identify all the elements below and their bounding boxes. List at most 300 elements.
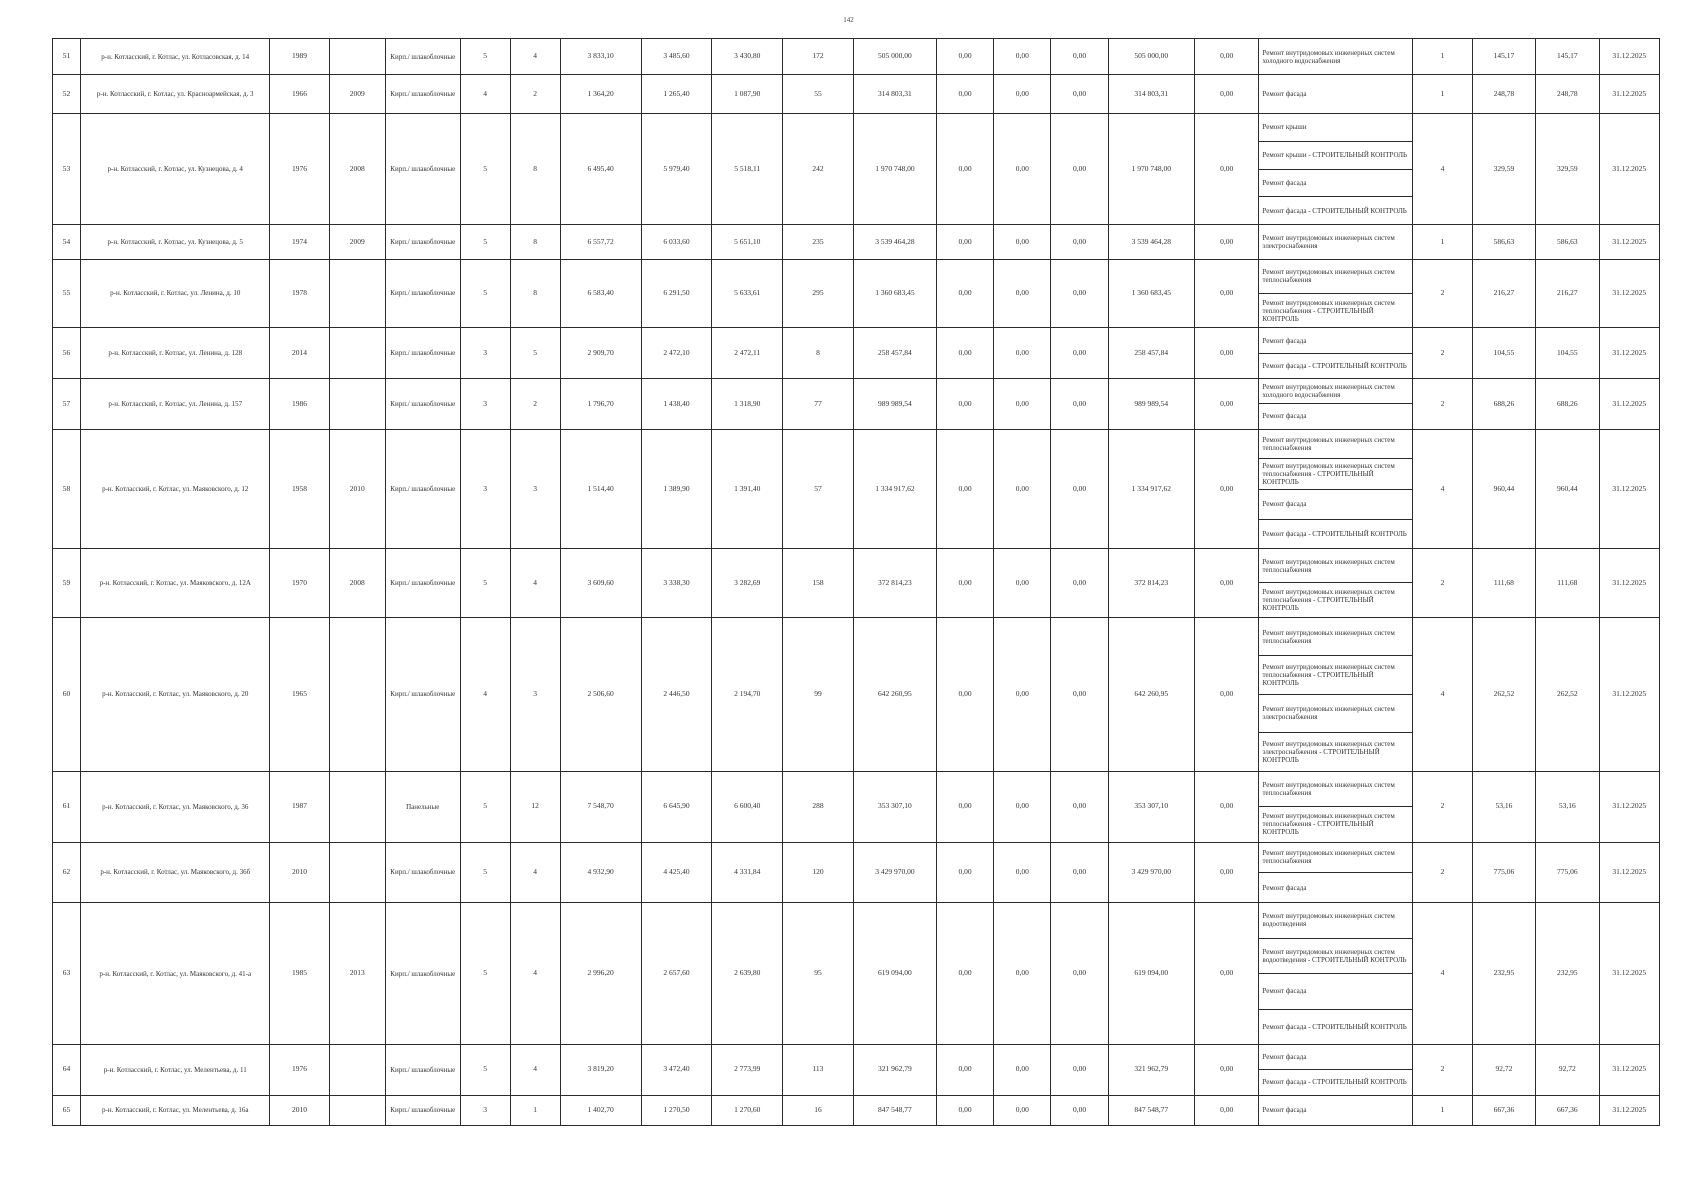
max-cost-per-m2-cell: 262,52 [1536, 617, 1599, 771]
cost-per-m2-cell: 688,26 [1472, 379, 1535, 430]
wall-material-cell: Кирп./ шлакоблочные [385, 1044, 460, 1095]
fund-other-cell: 0,00 [1194, 379, 1258, 430]
build-year-cell: 1978 [270, 259, 329, 328]
row-number-cell: 52 [53, 75, 81, 113]
floors-count-cell: 3 [460, 379, 510, 430]
area-residential-cell: 6 600,40 [712, 771, 783, 842]
fund-regional-cell: 0,00 [994, 549, 1051, 618]
entrances-count-cell: 4 [510, 39, 560, 75]
total-cost-cell: 989 989,54 [853, 379, 936, 430]
max-cost-per-m2-cell: 586,63 [1536, 225, 1599, 259]
works-count-cell: 4 [1413, 903, 1472, 1045]
wall-material-cell: Кирп./ шлакоблочные [385, 113, 460, 224]
table-row [53, 429, 1660, 548]
residents-count-cell: 55 [783, 75, 854, 113]
works-list-cell [1259, 75, 1413, 113]
work-item: Ремонт фасада - СТРОИТЕЛЬНЫЙ КОНТРОЛЬ [1262, 1022, 1407, 1031]
wall-material-cell: Кирп./ шлакоблочные [385, 842, 460, 903]
max-cost-per-m2-cell: 960,44 [1536, 429, 1599, 548]
address-cell: р-н. Котласский, г. Котлас, ул. Маяковского, д. 12А [81, 549, 270, 618]
total-area-cell: 1 796,70 [560, 379, 641, 430]
row-number-cell: 53 [53, 113, 81, 224]
works-list [1259, 225, 1412, 258]
works-count-cell: 4 [1413, 429, 1472, 548]
work-item: Ремонт фасада [1259, 1045, 1412, 1070]
wall-material-cell: Кирп./ шлакоблочные [385, 75, 460, 113]
area-residential-cell: 1 318,90 [712, 379, 783, 430]
entrances-count-cell: 1 [510, 1095, 560, 1125]
works-list-cell [1259, 379, 1413, 430]
address-cell: р-н. Котласский, г. Котлас, ул. Ленина, д. 10 [81, 259, 270, 328]
fund-regional-cell: 0,00 [994, 328, 1051, 379]
works-count-cell: 2 [1413, 379, 1472, 430]
table-body [53, 39, 1660, 1126]
total-cost-cell: 1 334 917,62 [853, 429, 936, 548]
cost-per-m2-cell: 262,52 [1472, 617, 1535, 771]
works-list [1259, 618, 1412, 771]
works-list-cell [1259, 328, 1413, 379]
residents-count-cell: 57 [783, 429, 854, 548]
works-list [1259, 328, 1412, 378]
overhaul-year-cell [329, 39, 385, 75]
row-number-cell: 58 [53, 429, 81, 548]
fund-owners-cell: 314 803,31 [1108, 75, 1194, 113]
work-item: Ремонт фасада [1262, 883, 1307, 892]
fund-other-cell: 0,00 [1194, 903, 1258, 1045]
build-year-cell: 1989 [270, 39, 329, 75]
total-cost-cell: 372 814,23 [853, 549, 936, 618]
work-item: Ремонт фасада - СТРОИТЕЛЬНЫЙ КОНТРОЛЬ [1262, 361, 1407, 370]
table-row [53, 1095, 1660, 1125]
completion-date-cell: 31.12.2025 [1599, 549, 1659, 618]
works-list-cell [1259, 429, 1413, 548]
work-item: Ремонт внутридомовых инженерных систем водоотведения [1259, 903, 1412, 938]
area-residential-cell: 5 633,61 [712, 259, 783, 328]
work-item: Ремонт внутридомовых инженерных систем электроснабжения [1259, 695, 1412, 733]
fund-owners-cell: 258 457,84 [1108, 328, 1194, 379]
residents-count-cell: 77 [783, 379, 854, 430]
total-cost-cell: 3 429 970,00 [853, 842, 936, 903]
total-area-cell: 7 548,70 [560, 771, 641, 842]
fund-regional-cell: 0,00 [994, 903, 1051, 1045]
total-area-cell: 2 996,20 [560, 903, 641, 1045]
row-number-cell: 60 [53, 617, 81, 771]
works-count-cell: 4 [1413, 113, 1472, 224]
overhaul-year-cell [329, 1044, 385, 1095]
area-premises-cell: 3 338,30 [641, 549, 712, 618]
works-list [1259, 260, 1412, 328]
floors-count-cell: 5 [460, 1044, 510, 1095]
overhaul-year-cell: 2013 [329, 903, 385, 1045]
build-year-cell: 1976 [270, 113, 329, 224]
fund-other-cell: 0,00 [1194, 75, 1258, 113]
repair-register-table [52, 38, 1660, 1126]
completion-date-cell: 31.12.2025 [1599, 1095, 1659, 1125]
fund-municipal-cell: 0,00 [1051, 259, 1108, 328]
total-cost-cell: 3 539 464,28 [853, 225, 936, 259]
address-cell: р-н. Котласский, г. Котлас, ул. Ленина, д. 157 [81, 379, 270, 430]
works-list [1259, 549, 1412, 617]
table-row [53, 771, 1660, 842]
works-list-cell [1259, 39, 1413, 75]
entrances-count-cell: 3 [510, 429, 560, 548]
area-residential-cell: 3 430,80 [712, 39, 783, 75]
works-count-cell: 2 [1413, 549, 1472, 618]
total-cost-cell: 1 970 748,00 [853, 113, 936, 224]
fund-federal-cell: 0,00 [937, 39, 994, 75]
fund-municipal-cell: 0,00 [1051, 379, 1108, 430]
total-cost-cell: 258 457,84 [853, 328, 936, 379]
works-list-cell [1259, 113, 1413, 224]
work-item: Ремонт крыши - СТРОИТЕЛЬНЫЙ КОНТРОЛЬ [1259, 142, 1412, 170]
completion-date-cell: 31.12.2025 [1599, 842, 1659, 903]
floors-count-cell: 3 [460, 328, 510, 379]
floors-count-cell: 3 [460, 1095, 510, 1125]
fund-federal-cell: 0,00 [937, 842, 994, 903]
entrances-count-cell: 3 [510, 617, 560, 771]
area-premises-cell: 3 485,60 [641, 39, 712, 75]
fund-federal-cell: 0,00 [937, 328, 994, 379]
overhaul-year-cell: 2009 [329, 225, 385, 259]
wall-material-cell: Кирп./ шлакоблочные [385, 903, 460, 1045]
area-residential-cell: 2 472,11 [712, 328, 783, 379]
fund-owners-cell: 1 970 748,00 [1108, 113, 1194, 224]
fund-municipal-cell: 0,00 [1051, 75, 1108, 113]
table-row [53, 379, 1660, 430]
build-year-cell: 2014 [270, 328, 329, 379]
row-number-cell: 57 [53, 379, 81, 430]
work-item: Ремонт внутридомовых инженерных систем теплоснабжения [1259, 260, 1412, 294]
row-number-cell: 65 [53, 1095, 81, 1125]
completion-date-cell: 31.12.2025 [1599, 429, 1659, 548]
works-list [1259, 843, 1412, 903]
works-list-cell [1259, 259, 1413, 328]
max-cost-per-m2-cell: 688,26 [1536, 379, 1599, 430]
table-row [53, 328, 1660, 379]
work-item: Ремонт внутридомовых инженерных систем холодного водоснабжения [1262, 48, 1395, 65]
floors-count-cell: 4 [460, 75, 510, 113]
fund-regional-cell: 0,00 [994, 75, 1051, 113]
total-area-cell: 3 833,10 [560, 39, 641, 75]
fund-municipal-cell: 0,00 [1051, 842, 1108, 903]
area-premises-cell: 3 472,40 [641, 1044, 712, 1095]
overhaul-year-cell [329, 842, 385, 903]
address-cell: р-н. Котласский, г. Котлас, ул. Котласовская, д. 14 [81, 39, 270, 75]
max-cost-per-m2-cell: 216,27 [1536, 259, 1599, 328]
cost-per-m2-cell: 329,59 [1472, 113, 1535, 224]
table-row [53, 75, 1660, 113]
fund-federal-cell: 0,00 [937, 1044, 994, 1095]
works-list-cell [1259, 549, 1413, 618]
floors-count-cell: 5 [460, 903, 510, 1045]
row-number-cell: 63 [53, 903, 81, 1045]
fund-other-cell: 0,00 [1194, 39, 1258, 75]
residents-count-cell: 99 [783, 617, 854, 771]
entrances-count-cell: 2 [510, 75, 560, 113]
cost-per-m2-cell: 960,44 [1472, 429, 1535, 548]
area-premises-cell: 2 472,10 [641, 328, 712, 379]
overhaul-year-cell: 2009 [329, 75, 385, 113]
completion-date-cell: 31.12.2025 [1599, 379, 1659, 430]
table-row [53, 259, 1660, 328]
address-cell: р-н. Котласский, г. Котлас, ул. Кузнецова, д. 4 [81, 113, 270, 224]
build-year-cell: 1958 [270, 429, 329, 548]
works-count-cell: 4 [1413, 617, 1472, 771]
fund-federal-cell: 0,00 [937, 771, 994, 842]
work-item: Ремонт внутридомовых инженерных систем водоотведения - СТРОИТЕЛЬНЫЙ КОНТРОЛЬ [1259, 939, 1412, 974]
build-year-cell: 1966 [270, 75, 329, 113]
entrances-count-cell: 12 [510, 771, 560, 842]
works-count-cell: 1 [1413, 39, 1472, 75]
fund-federal-cell: 0,00 [937, 75, 994, 113]
fund-other-cell: 0,00 [1194, 771, 1258, 842]
works-list [1259, 1096, 1412, 1125]
fund-owners-cell: 372 814,23 [1108, 549, 1194, 618]
cost-per-m2-cell: 145,17 [1472, 39, 1535, 75]
wall-material-cell: Кирп./ шлакоблочные [385, 617, 460, 771]
fund-federal-cell: 0,00 [937, 617, 994, 771]
fund-regional-cell: 0,00 [994, 39, 1051, 75]
total-area-cell: 2 909,70 [560, 328, 641, 379]
fund-other-cell: 0,00 [1194, 113, 1258, 224]
fund-municipal-cell: 0,00 [1051, 617, 1108, 771]
fund-other-cell: 0,00 [1194, 617, 1258, 771]
area-residential-cell: 4 331,84 [712, 842, 783, 903]
build-year-cell: 1970 [270, 549, 329, 618]
cost-per-m2-cell: 92,72 [1472, 1044, 1535, 1095]
max-cost-per-m2-cell: 775,06 [1536, 842, 1599, 903]
table-row [53, 617, 1660, 771]
build-year-cell: 1985 [270, 903, 329, 1045]
works-list [1259, 39, 1412, 74]
fund-owners-cell: 3 539 464,28 [1108, 225, 1194, 259]
fund-municipal-cell: 0,00 [1051, 1095, 1108, 1125]
address-cell: р-н. Котласский, г. Котлас, ул. Маяковского, д. 36б [81, 842, 270, 903]
max-cost-per-m2-cell: 232,95 [1536, 903, 1599, 1045]
fund-owners-cell: 642 260,95 [1108, 617, 1194, 771]
work-item: Ремонт внутридомовых инженерных систем теплоснабжения [1259, 843, 1412, 873]
address-cell: р-н. Котласский, г. Котлас, ул. Маяковского, д. 41-а [81, 903, 270, 1045]
wall-material-cell: Кирп./ шлакоблочные [385, 379, 460, 430]
entrances-count-cell: 5 [510, 328, 560, 379]
fund-owners-cell: 505 000,00 [1108, 39, 1194, 75]
works-count-cell: 1 [1413, 225, 1472, 259]
build-year-cell: 1986 [270, 379, 329, 430]
fund-federal-cell: 0,00 [937, 225, 994, 259]
wall-material-cell: Панельные [385, 771, 460, 842]
area-residential-cell: 2 773,99 [712, 1044, 783, 1095]
area-premises-cell: 1 265,40 [641, 75, 712, 113]
fund-federal-cell: 0,00 [937, 429, 994, 548]
cost-per-m2-cell: 111,68 [1472, 549, 1535, 618]
cost-per-m2-cell: 232,95 [1472, 903, 1535, 1045]
fund-regional-cell: 0,00 [994, 1044, 1051, 1095]
works-count-cell: 2 [1413, 259, 1472, 328]
total-area-cell: 6 495,40 [560, 113, 641, 224]
area-residential-cell: 1 087,90 [712, 75, 783, 113]
work-item: Ремонт фасада [1262, 90, 1307, 99]
work-item: Ремонт внутридомовых инженерных систем теплоснабжения [1259, 430, 1412, 459]
fund-municipal-cell: 0,00 [1051, 328, 1108, 379]
overhaul-year-cell [329, 259, 385, 328]
works-list-cell [1259, 842, 1413, 903]
residents-count-cell: 235 [783, 225, 854, 259]
total-cost-cell: 353 307,10 [853, 771, 936, 842]
total-cost-cell: 321 962,79 [853, 1044, 936, 1095]
floors-count-cell: 5 [460, 549, 510, 618]
floors-count-cell: 3 [460, 429, 510, 548]
build-year-cell: 2010 [270, 1095, 329, 1125]
works-list-cell [1259, 1044, 1413, 1095]
overhaul-year-cell: 2008 [329, 113, 385, 224]
entrances-count-cell: 4 [510, 549, 560, 618]
fund-owners-cell: 321 962,79 [1108, 1044, 1194, 1095]
wall-material-cell: Кирп./ шлакоблочные [385, 429, 460, 548]
wall-material-cell: Кирп./ шлакоблочные [385, 259, 460, 328]
works-list [1259, 114, 1412, 224]
address-cell: р-н. Котласский, г. Котлас, ул. Маяковского, д. 20 [81, 617, 270, 771]
fund-municipal-cell: 0,00 [1051, 39, 1108, 75]
works-count-cell: 1 [1413, 1095, 1472, 1125]
floors-count-cell: 5 [460, 225, 510, 259]
area-premises-cell: 6 033,60 [641, 225, 712, 259]
total-area-cell: 6 583,40 [560, 259, 641, 328]
total-area-cell: 1 364,20 [560, 75, 641, 113]
entrances-count-cell: 2 [510, 379, 560, 430]
fund-other-cell: 0,00 [1194, 429, 1258, 548]
area-residential-cell: 2 194,70 [712, 617, 783, 771]
work-item: Ремонт фасада - СТРОИТЕЛЬНЫЙ КОНТРОЛЬ [1262, 1078, 1407, 1087]
fund-municipal-cell: 0,00 [1051, 225, 1108, 259]
floors-count-cell: 5 [460, 259, 510, 328]
row-number-cell: 51 [53, 39, 81, 75]
work-item: Ремонт фасада - СТРОИТЕЛЬНЫЙ КОНТРОЛЬ [1262, 206, 1407, 215]
address-cell: р-н. Котласский, г. Котлас, ул. Мелентьева, д. 16а [81, 1095, 270, 1125]
cost-per-m2-cell: 775,06 [1472, 842, 1535, 903]
area-premises-cell: 5 979,40 [641, 113, 712, 224]
work-item: Ремонт фасада [1259, 328, 1412, 353]
fund-regional-cell: 0,00 [994, 842, 1051, 903]
row-number-cell: 55 [53, 259, 81, 328]
fund-other-cell: 0,00 [1194, 549, 1258, 618]
area-residential-cell: 1 391,40 [712, 429, 783, 548]
fund-owners-cell: 1 334 917,62 [1108, 429, 1194, 548]
fund-federal-cell: 0,00 [937, 113, 994, 224]
residents-count-cell: 8 [783, 328, 854, 379]
work-item: Ремонт крыши [1259, 114, 1412, 142]
fund-other-cell: 0,00 [1194, 225, 1258, 259]
fund-municipal-cell: 0,00 [1051, 1044, 1108, 1095]
work-item: Ремонт внутридомовых инженерных систем теплоснабжения - СТРОИТЕЛЬНЫЙ КОНТРОЛЬ [1262, 298, 1395, 323]
cost-per-m2-cell: 53,16 [1472, 771, 1535, 842]
fund-owners-cell: 3 429 970,00 [1108, 842, 1194, 903]
fund-other-cell: 0,00 [1194, 842, 1258, 903]
max-cost-per-m2-cell: 104,55 [1536, 328, 1599, 379]
entrances-count-cell: 8 [510, 113, 560, 224]
row-number-cell: 61 [53, 771, 81, 842]
work-item: Ремонт внутридомовых инженерных систем теплоснабжения - СТРОИТЕЛЬНЫЙ КОНТРОЛЬ [1262, 812, 1395, 837]
completion-date-cell: 31.12.2025 [1599, 903, 1659, 1045]
overhaul-year-cell: 2008 [329, 549, 385, 618]
row-number-cell: 54 [53, 225, 81, 259]
fund-regional-cell: 0,00 [994, 259, 1051, 328]
residents-count-cell: 120 [783, 842, 854, 903]
works-count-cell: 2 [1413, 771, 1472, 842]
works-list-cell [1259, 771, 1413, 842]
cost-per-m2-cell: 667,36 [1472, 1095, 1535, 1125]
overhaul-year-cell: 2010 [329, 429, 385, 548]
area-residential-cell: 5 518,11 [712, 113, 783, 224]
works-count-cell: 2 [1413, 328, 1472, 379]
entrances-count-cell: 4 [510, 842, 560, 903]
work-item: Ремонт фасада [1259, 170, 1412, 198]
fund-municipal-cell: 0,00 [1051, 549, 1108, 618]
overhaul-year-cell [329, 379, 385, 430]
entrances-count-cell: 8 [510, 225, 560, 259]
wall-material-cell: Кирп./ шлакоблочные [385, 225, 460, 259]
row-number-cell: 59 [53, 549, 81, 618]
area-premises-cell: 4 425,40 [641, 842, 712, 903]
total-area-cell: 3 819,20 [560, 1044, 641, 1095]
fund-regional-cell: 0,00 [994, 113, 1051, 224]
area-premises-cell: 6 291,50 [641, 259, 712, 328]
work-item: Ремонт фасада [1262, 1106, 1307, 1115]
build-year-cell: 1987 [270, 771, 329, 842]
residents-count-cell: 95 [783, 903, 854, 1045]
build-year-cell: 1965 [270, 617, 329, 771]
table-row [53, 903, 1660, 1045]
residents-count-cell: 172 [783, 39, 854, 75]
area-premises-cell: 1 389,90 [641, 429, 712, 548]
works-list-cell [1259, 617, 1413, 771]
fund-owners-cell: 1 360 683,45 [1108, 259, 1194, 328]
total-area-cell: 1 514,40 [560, 429, 641, 548]
fund-other-cell: 0,00 [1194, 1044, 1258, 1095]
max-cost-per-m2-cell: 145,17 [1536, 39, 1599, 75]
fund-regional-cell: 0,00 [994, 771, 1051, 842]
cost-per-m2-cell: 586,63 [1472, 225, 1535, 259]
completion-date-cell: 31.12.2025 [1599, 617, 1659, 771]
work-item: Ремонт фасада [1259, 490, 1412, 519]
entrances-count-cell: 4 [510, 1044, 560, 1095]
max-cost-per-m2-cell: 329,59 [1536, 113, 1599, 224]
fund-federal-cell: 0,00 [937, 903, 994, 1045]
works-list [1259, 379, 1412, 429]
fund-municipal-cell: 0,00 [1051, 903, 1108, 1045]
address-cell: р-н. Котласский, г. Котлас, ул. Кузнецова, д. 5 [81, 225, 270, 259]
area-residential-cell: 5 651,10 [712, 225, 783, 259]
works-count-cell: 2 [1413, 1044, 1472, 1095]
work-item: Ремонт внутридомовых инженерных систем холодного водоснабжения [1259, 379, 1412, 404]
overhaul-year-cell [329, 328, 385, 379]
build-year-cell: 1976 [270, 1044, 329, 1095]
work-item: Ремонт внутридомовых инженерных систем электроснабжения [1262, 233, 1395, 250]
residents-count-cell: 288 [783, 771, 854, 842]
fund-regional-cell: 0,00 [994, 1095, 1051, 1125]
fund-federal-cell: 0,00 [937, 379, 994, 430]
floors-count-cell: 5 [460, 842, 510, 903]
row-number-cell: 56 [53, 328, 81, 379]
completion-date-cell: 31.12.2025 [1599, 259, 1659, 328]
area-residential-cell: 1 270,60 [712, 1095, 783, 1125]
address-cell: р-н. Котласский, г. Котлас, ул. Красноармейская, д. 3 [81, 75, 270, 113]
fund-other-cell: 0,00 [1194, 259, 1258, 328]
work-item: Ремонт внутридомовых инженерных систем теплоснабжения [1259, 772, 1412, 807]
residents-count-cell: 158 [783, 549, 854, 618]
completion-date-cell: 31.12.2025 [1599, 771, 1659, 842]
residents-count-cell: 16 [783, 1095, 854, 1125]
cost-per-m2-cell: 104,55 [1472, 328, 1535, 379]
